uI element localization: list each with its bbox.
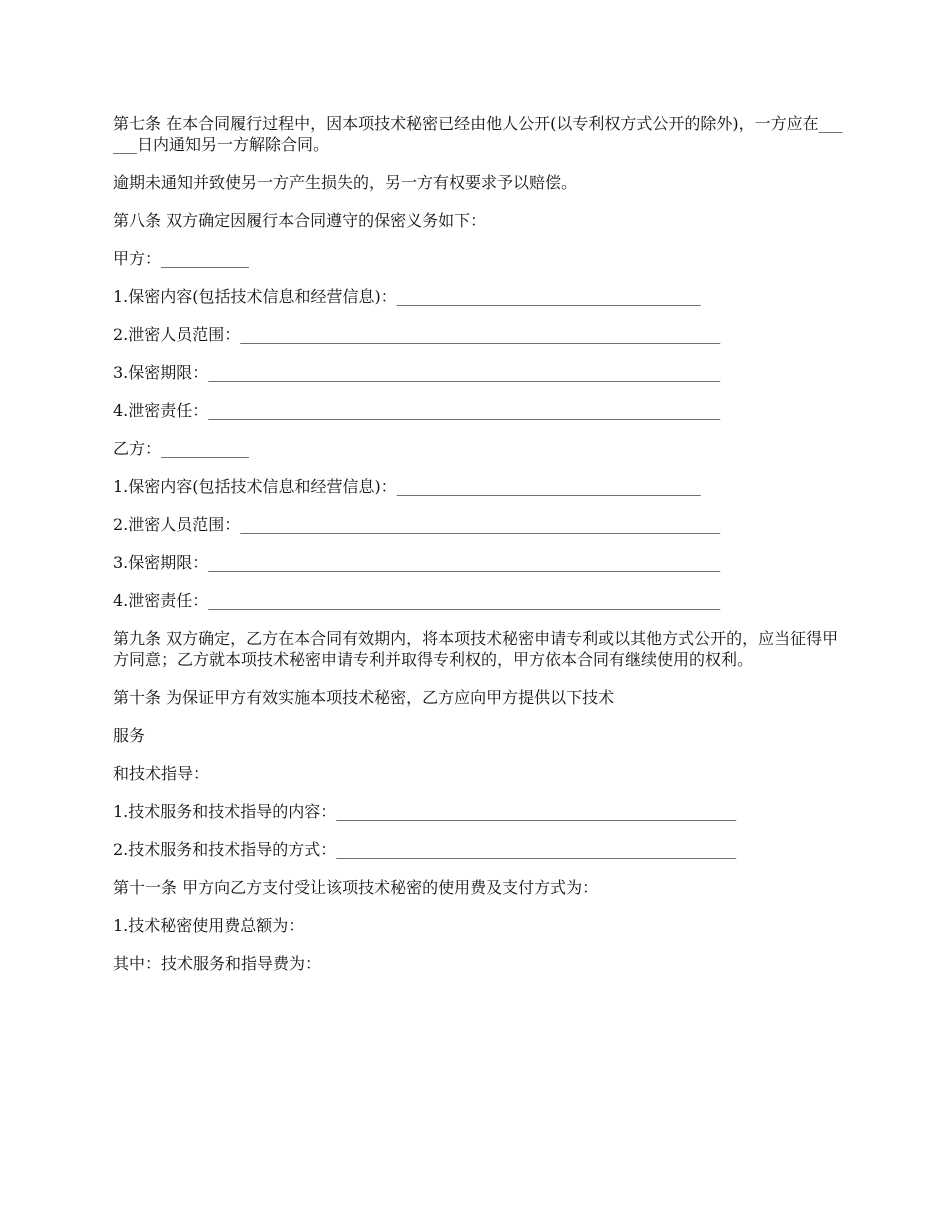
document-paragraph: 2.泄密人员范围：____________________________________________________________ (113, 325, 721, 344)
document-paragraph: 第九条 双方确定，乙方在本合同有效期内，将本项技术秘密申请专利或以其他方式公开的，应当征得甲方同意；乙方就本项技术秘密申请专利并取得专利权的，甲方依本合同有继续使用的权利。 (113, 629, 839, 669)
document-paragraph: 3.保密期限：________________________________________________________________ (113, 553, 721, 572)
document-paragraph: 3.保密期限：________________________________________________________________ (113, 363, 721, 382)
document-paragraph: 服务 (113, 726, 146, 745)
document-paragraph: 4.泄密责任：________________________________________________________________ (113, 401, 721, 420)
document-paragraph: 1.技术服务和技术指导的内容：__________________________________________________ (113, 802, 737, 821)
document-paragraph: 1.保密内容(包括技术信息和经营信息)：______________________________________ (113, 477, 701, 496)
document-paragraph: 第七条 在本合同履行过程中，因本项技术秘密已经由他人公开(以专利权方式公开的除外)，一方应在______日内通知另一方解除合同。 (113, 114, 843, 154)
document-paragraph: 第八条 双方确定因履行本合同遵守的保密义务如下： (113, 211, 487, 230)
document-page (113, 113, 843, 974)
document-paragraph: 1.保密内容(包括技术信息和经营信息)：______________________________________ (113, 287, 701, 306)
document-paragraph: 其中：技术服务和指导费为： (113, 954, 322, 973)
document-paragraph: 2.泄密人员范围：____________________________________________________________ (113, 515, 721, 534)
document-paragraph: 2.技术服务和技术指导的方式：__________________________________________________ (113, 840, 737, 859)
document-paragraph: 第十条 为保证甲方有效实施本项技术秘密，乙方应向甲方提供以下技术 (113, 688, 615, 707)
document-paragraph: 逾期未通知并致使另一方产生损失的，另一方有权要求予以赔偿。 (113, 173, 578, 192)
document-paragraph: 4.泄密责任：________________________________________________________________ (113, 591, 721, 610)
document-paragraph: 乙方：___________ (113, 439, 250, 458)
document-paragraph: 1.技术秘密使用费总额为： (113, 916, 305, 935)
document-paragraph: 甲方：___________ (113, 249, 250, 268)
document-paragraph: 和技术指导： (113, 764, 210, 783)
document-paragraph: 第十一条 甲方向乙方支付受让该项技术秘密的使用费及支付方式为： (113, 878, 599, 897)
